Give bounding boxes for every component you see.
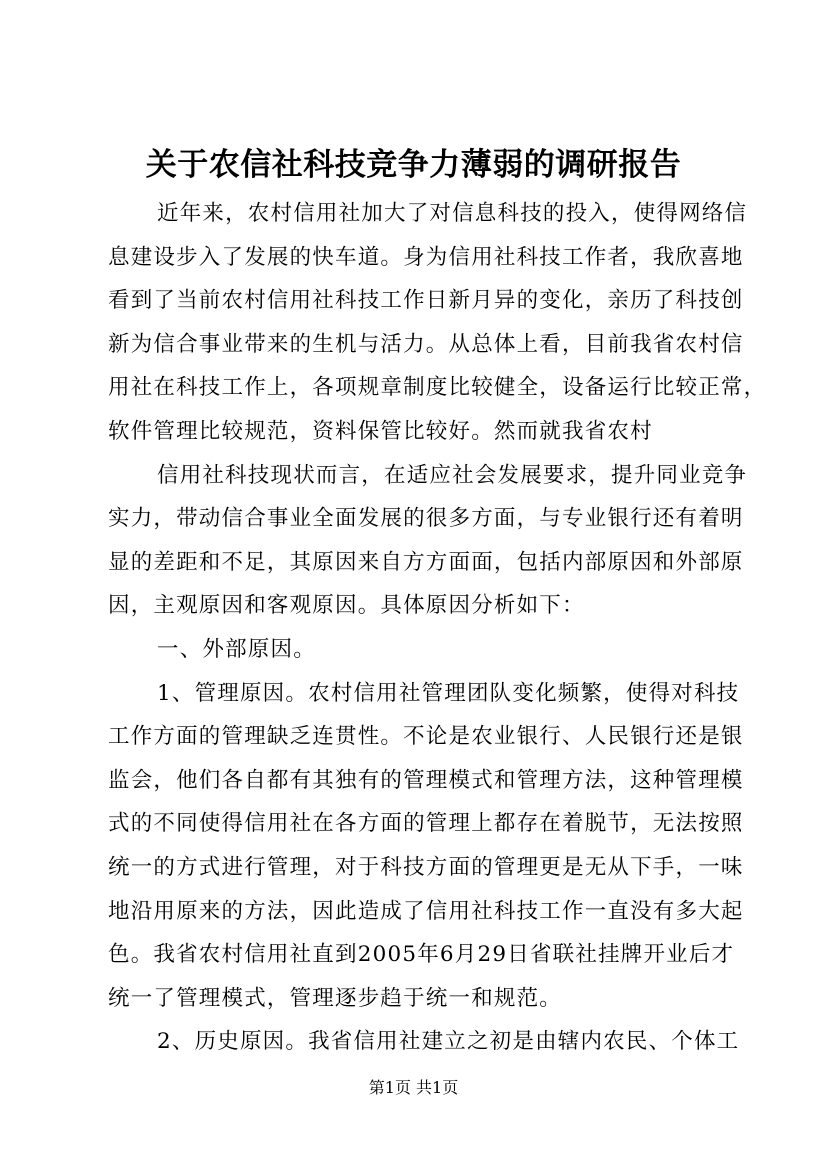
- text-line: 因，主观原因和客观原因。具体原因分析如下：: [108, 593, 585, 619]
- text-line: 地沿用原来的方法，因此造成了信用社科技工作一直没有多大起: [108, 898, 744, 924]
- text-line: 色。我省农村信用社直到2005年6月29日省联社挂牌开业后才: [108, 942, 735, 968]
- text-line: 统一了管理模式，管理逐步趋于统一和规范。: [108, 985, 563, 1011]
- text-line: 看到了当前农村信用社科技工作日新月异的变化，亲历了科技创: [108, 288, 744, 314]
- document-body: [108, 192, 767, 1064]
- page-footer: 第1页 共1页: [368, 1078, 459, 1097]
- text-line: 信用社科技现状而言，在适应社会发展要求，提升同业竞争: [157, 462, 748, 488]
- text-line: 监会，他们各自都有其独有的管理模式和管理方法，这种管理模: [108, 767, 744, 793]
- text-line: 式的不同使得信用社在各方面的管理上都存在着脱节，无法按照: [108, 811, 744, 837]
- section-heading: 一、外部原因。: [157, 636, 316, 662]
- text-line: 软件管理比较规范，资料保管比较好。然而就我省农村: [108, 418, 653, 444]
- text-line: 统一的方式进行管理，对于科技方面的管理更是无从下手，一味: [108, 854, 744, 880]
- text-line: 工作方面的管理缺乏连贯性。不论是农业银行、人民银行还是银: [108, 724, 744, 750]
- text-line: 用社在科技工作上，各项规章制度比较健全，设备运行比较正常，: [108, 375, 767, 401]
- text-line: 2、历史原因。我省信用社建立之初是由辖内农民、个体工: [157, 1029, 740, 1055]
- text-line: 1、管理原因。农村信用社管理团队变化频繁，使得对科技: [157, 680, 740, 706]
- text-line: 新为信合事业带来的生机与活力。从总体上看，目前我省农村信: [108, 331, 744, 357]
- text-line: 息建设步入了发展的快车道。身为信用社科技工作者，我欣喜地: [108, 244, 744, 270]
- text-line: 显的差距和不足，其原因来自方方面面，包括内部原因和外部原: [108, 549, 744, 575]
- text-line: 近年来，农村信用社加大了对信息科技的投入，使得网络信: [157, 201, 748, 226]
- document-title: 关于农信社科技竞争力薄弱的调研报告: [145, 147, 682, 183]
- text-line: 实力，带动信合事业全面发展的很多方面，与专业银行还有着明: [108, 506, 744, 532]
